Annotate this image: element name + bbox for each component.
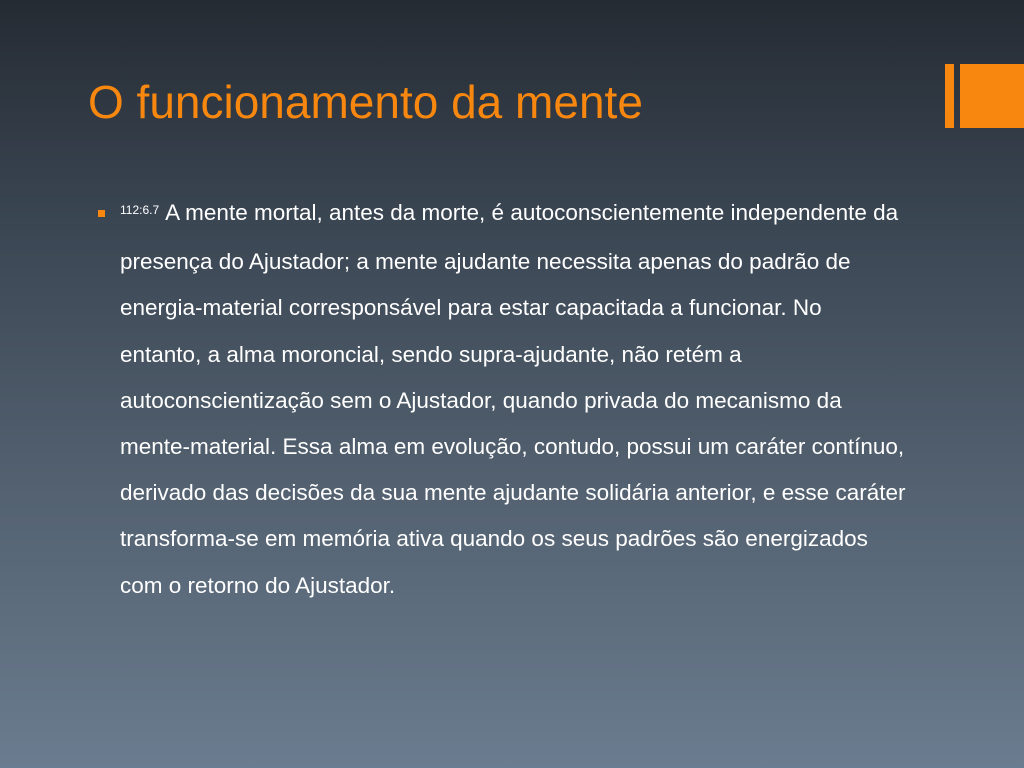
bullet-text: A mente mortal, antes da morte, é autoconscientemente independente da presença do Ajustador; a mente ajudante necessita apenas do padrão de energia-material corresponsável para estar capacitada a funcionar. No entanto, a alma moroncial, sendo supra-ajudante, não retém a autoconscientização sem o Ajustador, quando privada do mecanismo da mente-material. Essa alma em evolução, contudo, possui um caráter contínuo, derivado das decisões da sua mente ajudante solidária anterior, e esse caráter transforma-se em memória ativa quando os seus padrões são energizados com o retorno do Ajustador. bbox=[120, 200, 906, 598]
accent-bar-wide bbox=[960, 64, 1024, 128]
bullet-paragraph bbox=[120, 190, 908, 609]
accent-bar-thin bbox=[945, 64, 954, 128]
slide-content bbox=[98, 190, 908, 609]
reference-label: 112:6.7 bbox=[120, 203, 160, 217]
slide-title: O funcionamento da mente bbox=[88, 76, 643, 128]
bullet-marker-icon bbox=[98, 210, 105, 217]
